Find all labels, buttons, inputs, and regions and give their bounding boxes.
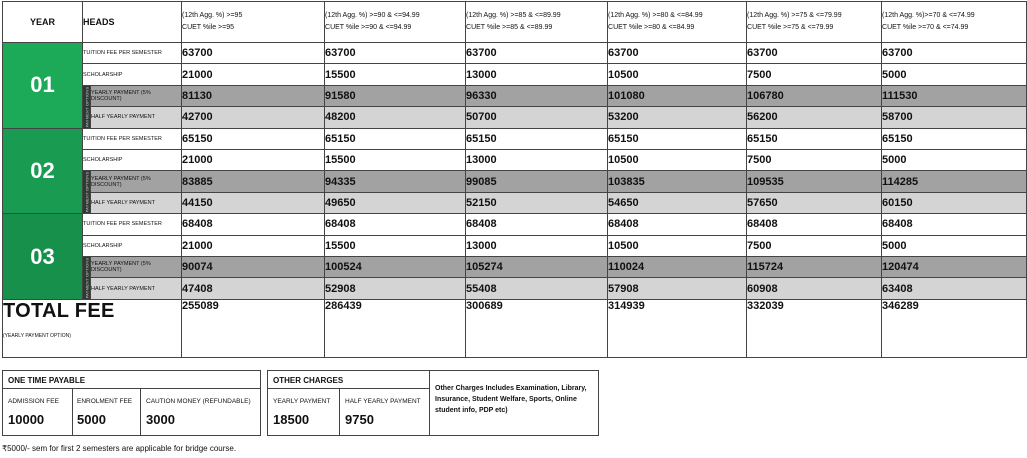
fee-cell: 65150: [325, 128, 466, 149]
fee-cell: 63700: [608, 43, 747, 64]
fee-cell: 65150: [747, 128, 882, 149]
fee-cell: 68408: [747, 214, 882, 235]
fee-row-half: [3, 192, 1027, 213]
fee-cell: 81130: [182, 85, 325, 106]
fee-cell: 99085: [466, 171, 608, 192]
fee-cell: 5000: [882, 235, 1027, 256]
fee-cell: 114285: [882, 171, 1027, 192]
fee-table: [2, 1, 1027, 358]
fee-cell: 96330: [466, 85, 608, 106]
fee-cell: 83885: [182, 171, 325, 192]
fee-cell: 106780: [747, 85, 882, 106]
half-yearly-payment-value: 9750: [345, 412, 374, 427]
fee-cell: 105274: [466, 257, 608, 278]
total-fee-value: 286439: [325, 299, 466, 357]
slab-header: (12th Agg. %) >=80 & <=84.99 CUET %ile >=80 & <=84.99: [608, 2, 747, 43]
fee-row-tuition: [3, 214, 1027, 235]
slab-header: (12th Agg. %) >=75 & <=79.99 CUET %ile >=75 & <=79.99: [747, 2, 882, 43]
admission-fee-label: ADMISSION FEE: [8, 398, 59, 405]
head-label-scholarship: SCHOLARSHIP: [83, 64, 182, 85]
fee-cell: 21000: [182, 235, 325, 256]
slab-header: (12th Agg. %)>=70 & <=74.99 CUET %ile >=70 & <=74.99: [882, 2, 1027, 43]
payment-options-side-label: [83, 85, 91, 128]
fee-cell: 5000: [882, 64, 1027, 85]
side-label-text: PAYMENT OPTIONS: [84, 86, 89, 128]
fee-cell: 13000: [466, 235, 608, 256]
enrolment-fee-value: 5000: [77, 412, 106, 427]
total-row: [3, 299, 1027, 357]
heads-header: HEADS: [83, 2, 182, 43]
fee-cell: 7500: [747, 235, 882, 256]
fee-cell: 68408: [608, 214, 747, 235]
head-label-tuition: TUITION FEE PER SEMESTER: [83, 128, 182, 149]
fee-cell: 48200: [325, 107, 466, 128]
payment-options-side-label: [83, 171, 91, 214]
other-charges-title: OTHER CHARGES: [273, 376, 344, 385]
fee-cell: 42700: [182, 107, 325, 128]
fee-cell: 65150: [882, 128, 1027, 149]
year-label: 01: [3, 43, 83, 129]
fee-cell: 10500: [608, 235, 747, 256]
head-label-yearly: YEARLY PAYMENT (5% DISCOUNT): [91, 85, 182, 106]
fee-cell: 60150: [882, 192, 1027, 213]
fee-row-scholarship: [3, 150, 1027, 171]
fee-cell: 13000: [466, 64, 608, 85]
fee-cell: 110024: [608, 257, 747, 278]
fee-cell: 10500: [608, 150, 747, 171]
fee-cell: 7500: [747, 150, 882, 171]
total-fee-value: 346289: [882, 299, 1027, 357]
head-label-tuition: TUITION FEE PER SEMESTER: [83, 43, 182, 64]
slab-header: (12th Agg. %) >=85 & <=89.99 CUET %ile >=85 & <=89.99: [466, 2, 608, 43]
fee-cell: 91580: [325, 85, 466, 106]
fee-cell: 10500: [608, 64, 747, 85]
fee-cell: 57650: [747, 192, 882, 213]
fee-cell: 100524: [325, 257, 466, 278]
payment-options-side-label: [83, 257, 91, 300]
fee-cell: 65150: [182, 128, 325, 149]
fee-cell: 56200: [747, 107, 882, 128]
fee-cell: 109535: [747, 171, 882, 192]
other-charges-note: Other Charges Includes Examination, Library, Insurance, Student Welfare, Sports, Online student info, PDP etc): [435, 385, 587, 414]
fee-cell: 58700: [882, 107, 1027, 128]
fee-cell: 52150: [466, 192, 608, 213]
side-label-text: PAYMENT OPTIONS: [84, 171, 89, 213]
fee-cell: 63700: [325, 43, 466, 64]
fee-cell: 21000: [182, 64, 325, 85]
fee-row-yearly: [3, 85, 1027, 106]
fee-cell: 57908: [608, 278, 747, 299]
year-label: 02: [3, 128, 83, 214]
fee-cell: 120474: [882, 257, 1027, 278]
fee-cell: 68408: [325, 214, 466, 235]
fee-cell: 47408: [182, 278, 325, 299]
fee-cell: 94335: [325, 171, 466, 192]
fee-cell: 49650: [325, 192, 466, 213]
year-header: YEAR: [3, 2, 83, 43]
bridge-course-footnote: ₹5000/- sem for first 2 semesters are applicable for bridge course.: [2, 444, 237, 453]
head-label-half: HALF YEARLY PAYMENT: [91, 192, 182, 213]
fee-cell: 103835: [608, 171, 747, 192]
head-label-scholarship: SCHOLARSHIP: [83, 235, 182, 256]
fee-cell: 13000: [466, 150, 608, 171]
fee-row-tuition: [3, 43, 1027, 64]
fee-row-yearly: [3, 171, 1027, 192]
yearly-payment-label: YEARLY PAYMENT: [273, 398, 331, 405]
fee-cell: 50700: [466, 107, 608, 128]
fee-cell: 63700: [466, 43, 608, 64]
one-time-title: ONE TIME PAYABLE: [8, 376, 86, 385]
fee-cell: 90074: [182, 257, 325, 278]
fee-cell: 15500: [325, 64, 466, 85]
fee-cell: 68408: [466, 214, 608, 235]
total-fee-value: 255089: [182, 299, 325, 357]
yearly-payment-value: 18500: [273, 412, 310, 427]
slab-header: (12th Agg. %) >=90 & <=94.99 CUET %ile >=90 & <=94.99: [325, 2, 466, 43]
fee-cell: 53200: [608, 107, 747, 128]
head-label-yearly: YEARLY PAYMENT (5% DISCOUNT): [91, 257, 182, 278]
fee-cell: 52908: [325, 278, 466, 299]
head-label-yearly: YEARLY PAYMENT (5% DISCOUNT): [91, 171, 182, 192]
fee-row-tuition: [3, 128, 1027, 149]
fee-cell: 68408: [882, 214, 1027, 235]
fee-cell: 68408: [182, 214, 325, 235]
year-label: 03: [3, 214, 83, 300]
total-fee-label: [3, 299, 182, 357]
fee-row-half: [3, 278, 1027, 299]
fee-row-scholarship: [3, 235, 1027, 256]
fee-cell: 65150: [466, 128, 608, 149]
fee-cell: 15500: [325, 150, 466, 171]
fee-cell: 54650: [608, 192, 747, 213]
enrolment-fee-label: ENROLMENT FEE: [77, 398, 133, 405]
fee-row-scholarship: [3, 64, 1027, 85]
total-fee-value: 314939: [608, 299, 747, 357]
fee-cell: 63700: [182, 43, 325, 64]
fee-cell: 44150: [182, 192, 325, 213]
head-label-tuition: TUITION FEE PER SEMESTER: [83, 214, 182, 235]
caution-money-value: 3000: [146, 412, 175, 427]
fee-cell: 63700: [747, 43, 882, 64]
fee-cell: 101080: [608, 85, 747, 106]
total-fee-subtitle: (YEARLY PAYMENT OPTION): [3, 332, 71, 339]
fee-cell: 5000: [882, 150, 1027, 171]
fee-cell: 65150: [608, 128, 747, 149]
fee-cell: 111530: [882, 85, 1027, 106]
fee-cell: 7500: [747, 64, 882, 85]
head-label-half: HALF YEARLY PAYMENT: [91, 107, 182, 128]
slab-header: (12th Agg. %) >=95 CUET %ile >=95: [182, 2, 325, 43]
fee-cell: 60908: [747, 278, 882, 299]
total-fee-title: TOTAL FEE: [3, 299, 115, 322]
fee-row-yearly: [3, 257, 1027, 278]
fee-cell: 63700: [882, 43, 1027, 64]
fee-cell: 21000: [182, 150, 325, 171]
header-row: [3, 2, 1027, 43]
fee-row-half: [3, 107, 1027, 128]
fee-cell: 55408: [466, 278, 608, 299]
side-label-text: PAYMENT OPTIONS: [84, 257, 89, 299]
half-yearly-payment-label: HALF YEARLY PAYMENT: [345, 398, 421, 405]
fee-cell: 15500: [325, 235, 466, 256]
admission-fee-value: 10000: [8, 412, 45, 427]
total-fee-value: 300689: [466, 299, 608, 357]
caution-money-label: CAUTION MONEY (REFUNDABLE): [146, 398, 251, 405]
fee-cell: 115724: [747, 257, 882, 278]
head-label-half: HALF YEARLY PAYMENT: [91, 278, 182, 299]
head-label-scholarship: SCHOLARSHIP: [83, 150, 182, 171]
total-fee-value: 332039: [747, 299, 882, 357]
fee-cell: 63408: [882, 278, 1027, 299]
